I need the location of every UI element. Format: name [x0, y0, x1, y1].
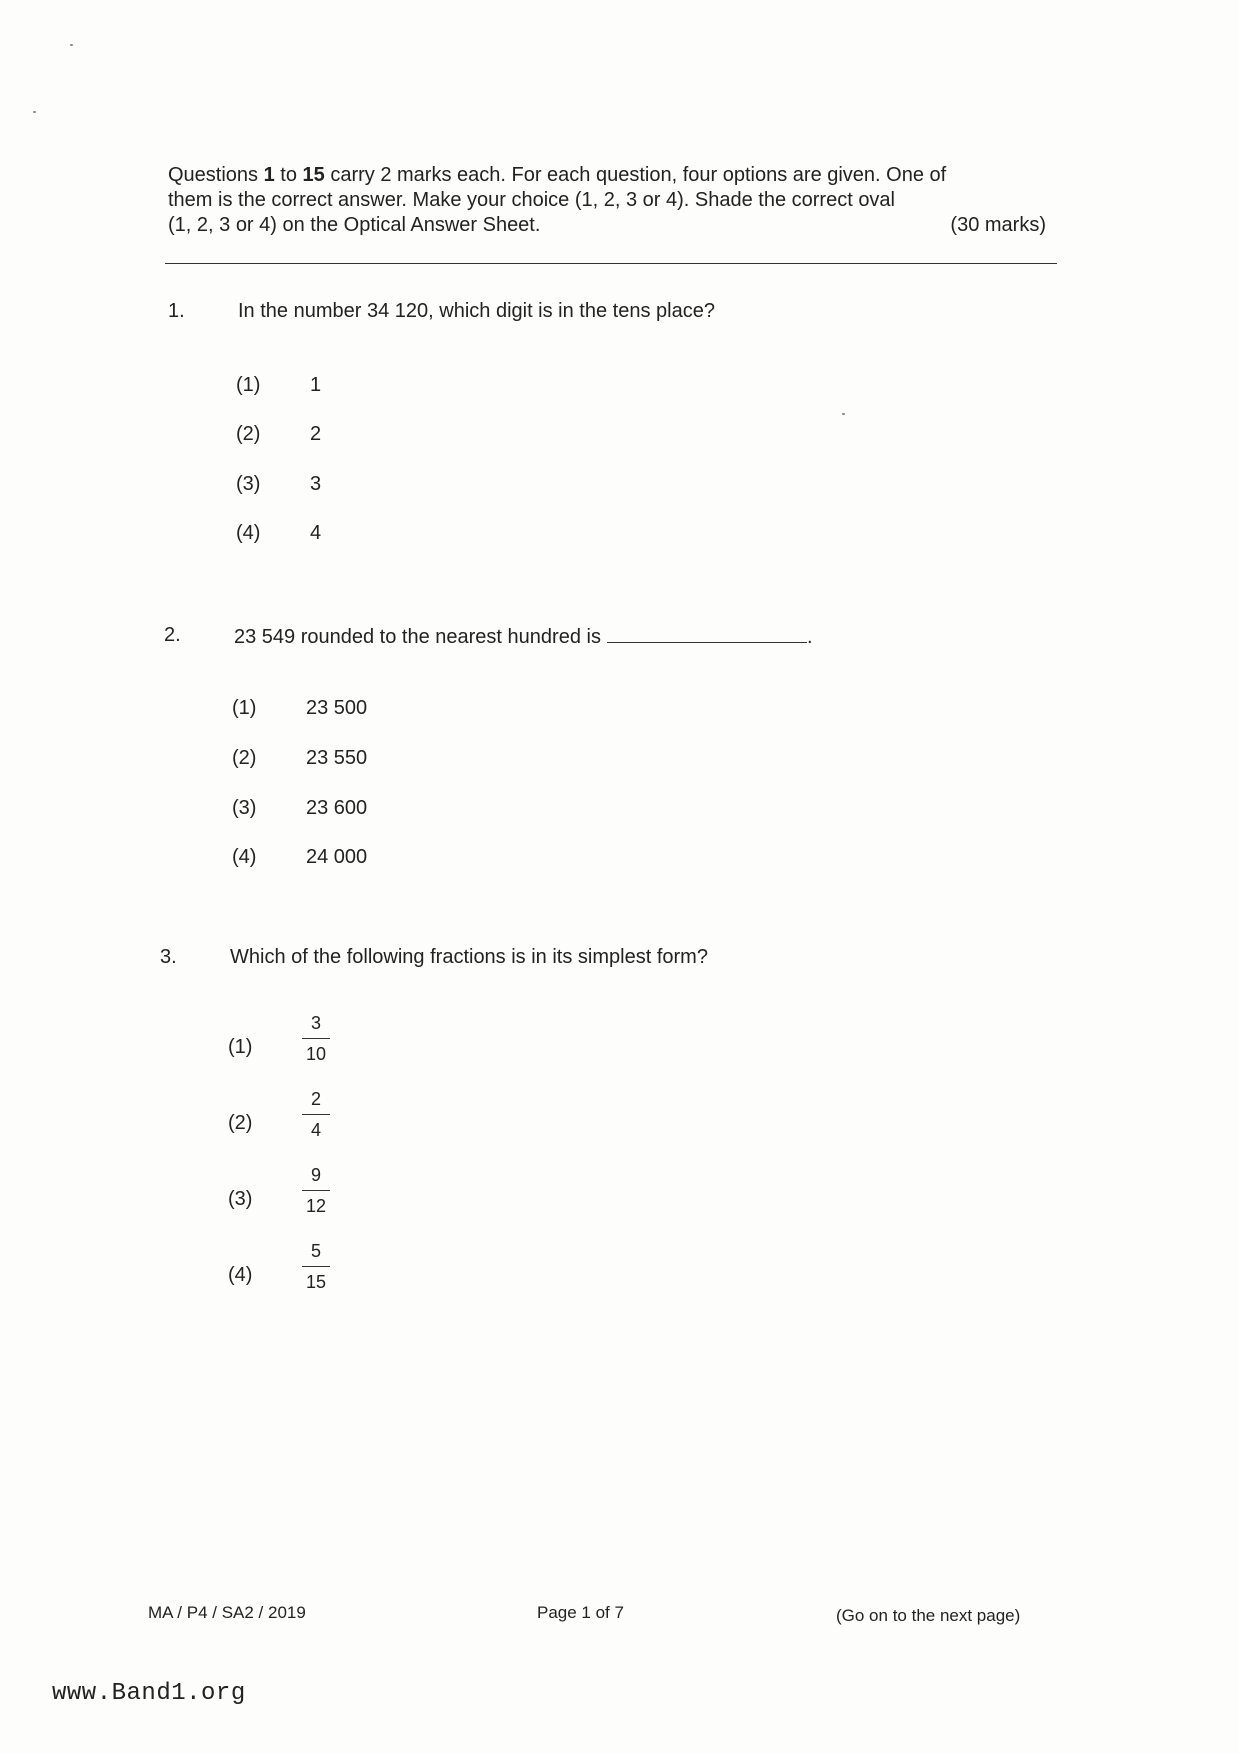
- question-text: In the number 34 120, which digit is in the tens place?: [238, 300, 715, 322]
- denominator: 12: [305, 1196, 327, 1216]
- fraction: [302, 1088, 330, 1141]
- scan-speck: [70, 44, 73, 46]
- option-value: 1: [310, 374, 322, 396]
- instructions: [168, 163, 1048, 238]
- watermark: www.Band1.org: [52, 1680, 246, 1707]
- option-label: (4): [232, 846, 257, 868]
- fraction-bar: [302, 1114, 330, 1115]
- option-value: 4: [310, 522, 322, 544]
- instructions-line-2: them is the correct answer. Make your choice (1, 2, 3 or 4). Shade the correct oval: [168, 189, 896, 211]
- instructions-line-3: (1, 2, 3 or 4) on the Optical Answer Sheet. (30 marks): [168, 214, 1046, 236]
- denominator: 4: [310, 1120, 321, 1140]
- option-label: (3): [228, 1188, 253, 1210]
- numerator: 2: [310, 1089, 321, 1109]
- denominator: 15: [305, 1272, 327, 1292]
- page-number: Page 1 of 7: [537, 1603, 624, 1622]
- denominator: 10: [305, 1044, 327, 1064]
- option-label: (1): [232, 697, 257, 719]
- numerator: 3: [310, 1013, 321, 1033]
- fraction: [302, 1012, 330, 1065]
- scan-speck: [33, 111, 36, 113]
- next-page-note: (Go on to the next page): [836, 1606, 1021, 1625]
- option-label: (1): [236, 374, 261, 396]
- fraction: [302, 1164, 330, 1217]
- question-text: Which of the following fractions is in its simplest form?: [230, 946, 708, 968]
- option-value: 24 000: [306, 846, 368, 868]
- option-label: (4): [228, 1264, 253, 1286]
- paper-code: MA / P4 / SA2 / 2019: [148, 1603, 306, 1622]
- total-marks: (30 marks): [950, 214, 1046, 236]
- option-label: (4): [236, 522, 261, 544]
- option-label: (2): [232, 747, 257, 769]
- option-value: 3: [310, 473, 322, 495]
- option-value: 2: [310, 423, 322, 445]
- question-number: 1.: [168, 300, 185, 322]
- fraction-bar: [302, 1266, 330, 1267]
- option-value: 23 500: [306, 697, 368, 719]
- numerator: 5: [310, 1241, 321, 1261]
- question-text: 23 549 rounded to the nearest hundred is .: [234, 626, 813, 648]
- question-number: 2.: [164, 624, 181, 646]
- fraction-bar: [302, 1038, 330, 1039]
- answer-blank: [607, 624, 807, 643]
- scan-speck: [842, 413, 845, 415]
- option-label: (1): [228, 1036, 253, 1058]
- instructions-line-1: Questions 1 to 15 carry 2 marks each. For each question, four options are given. One of: [168, 164, 947, 186]
- numerator: 9: [310, 1165, 321, 1185]
- divider: [165, 263, 1057, 264]
- option-value: 23 600: [306, 797, 368, 819]
- option-value: 23 550: [306, 747, 368, 769]
- option-label: (3): [236, 473, 261, 495]
- option-label: (3): [232, 797, 257, 819]
- option-label: (2): [228, 1112, 253, 1134]
- question-number: 3.: [160, 946, 177, 968]
- fraction: [302, 1240, 330, 1293]
- option-label: (2): [236, 423, 261, 445]
- fraction-bar: [302, 1190, 330, 1191]
